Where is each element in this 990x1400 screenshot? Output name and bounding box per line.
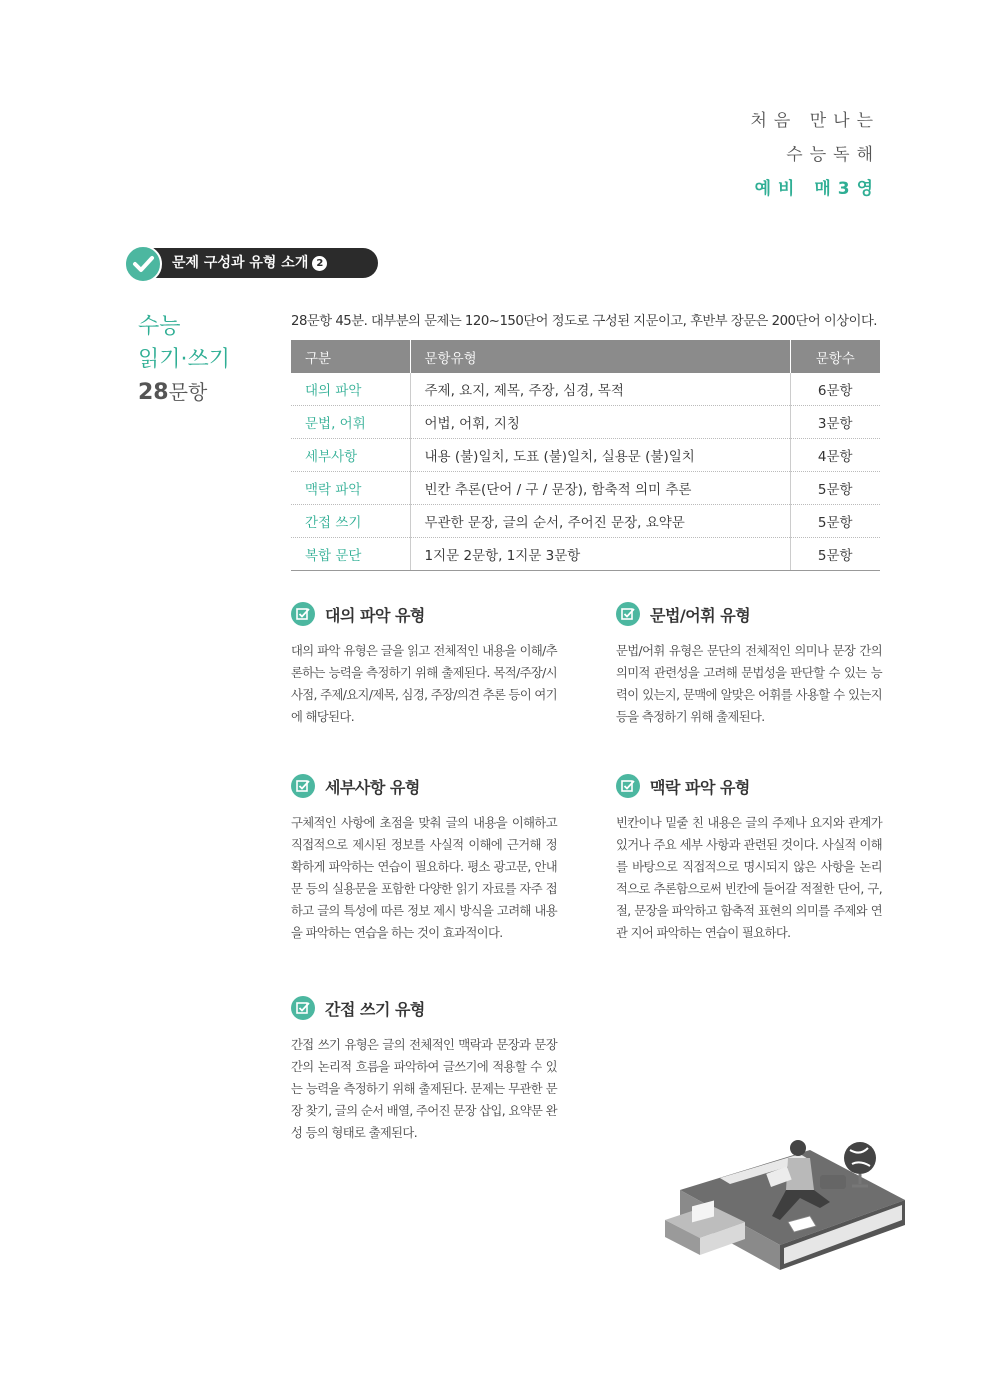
banner-number: 2 [312,256,327,271]
row-count: 5문항 [790,538,880,571]
row-count: 6문항 [790,373,880,406]
type-block-main-idea [291,600,557,728]
row-count: 4문항 [790,439,880,472]
type-block-context [616,772,882,944]
section-banner [124,247,378,279]
row-types: 내용 (불)일치, 도표 (불)일치, 실용문 (불)일치 [410,439,790,472]
checkbox-icon [291,602,315,626]
type-block-grammar-vocab [616,600,882,728]
type-block-indirect-writing [291,994,557,1144]
question-type-table [291,340,880,571]
table-row [291,439,880,472]
row-category: 맥락 파악 [291,472,410,505]
row-category: 간접 쓰기 [291,505,410,538]
series-title [750,104,880,206]
checkbox-icon [291,774,315,798]
block-title: 간접 쓰기 유형 [325,999,425,1019]
row-category: 세부사항 [291,439,410,472]
block-title: 세부사항 유형 [325,777,420,797]
row-count: 5문항 [790,505,880,538]
block-body: 문법/어휘 유형은 문단의 전체적인 의미나 문장 간의 의미적 관련성을 고려해 문법성을 판단할 수 있는 능력이 있는지, 문맥에 알맞은 어휘를 사용할 수 있는지 등을 측정하기 위해 출제된다. [616,644,882,724]
header-types: 문항유형 [410,340,790,373]
block-title: 대의 파악 유형 [325,605,425,625]
row-types: 빈칸 추론(단어 / 구 / 문장), 함축적 의미 추론 [410,472,790,505]
block-body: 빈칸이나 밑줄 친 내용은 글의 주제나 요지와 관계가 있거나 주요 세부 사항과 관련된 것이다. 사실적 이해를 바탕으로 직접적으로 명시되지 않은 사항을 논리적으로 추론함으로써 빈칸에 들어갈 적절한 단어, 구, 절, 문장을 파악하고 함축적 표현의 의미를 주제와 연관 지어 파악하는 연습이 필요하다. [616,816,882,940]
row-types: 어법, 어휘, 지칭 [410,406,790,439]
table-row [291,538,880,571]
row-category: 문법, 어휘 [291,406,410,439]
row-category: 대의 파악 [291,373,410,406]
series-line-2: 수능독해 [786,145,880,165]
series-line-3: 예비 매3영 [754,179,880,199]
block-body: 간접 쓰기 유형은 글의 전체적인 맥락과 문장과 문장 간의 논리적 흐름을 파악하여 글쓰기에 적용할 수 있는 능력을 측정하기 위해 출제된다. 문제는 무관한 문장 찾기, 글의 순서 배열, 주어진 문장 삽입, 요약문 완성 등의 형태로 출제된다. [291,1038,557,1140]
person-reading-on-book-illustration [660,1130,910,1280]
block-title: 문법/어휘 유형 [650,605,751,625]
row-count: 3문항 [790,406,880,439]
series-line-1: 처음 만나는 [750,111,880,131]
question-count: 28문항 [138,380,208,405]
row-category: 복합 문단 [291,538,410,571]
row-types: 무관한 문장, 글의 순서, 주어진 문장, 요약문 [410,505,790,538]
table-row [291,505,880,538]
block-body: 대의 파악 유형은 글을 읽고 전체적인 내용을 이해/추론하는 능력을 측정하기 위해 출제된다. 목적/주장/시사점, 주제/요지/제목, 심경, 주장/의견 추론 등이 여기에 해당된다. [291,644,557,724]
checkbox-icon [616,602,640,626]
table-row [291,373,880,406]
block-body: 구체적인 사항에 초점을 맞춰 글의 내용을 이해하고 직접적으로 제시된 정보를 사실적 이해에 근거해 정확하게 파악하는 연습이 필요하다. 평소 광고문, 안내문 등의 실용문을 포함한 다양한 읽기 자료를 자주 접하고 글의 특성에 따른 정보 제시 방식을 고려해 내용을 파악하는 연습을 하는 것이 효과적이다. [291,816,557,940]
side-title-line-1: 수능 [138,314,181,339]
table-row [291,406,880,439]
row-types: 주제, 요지, 제목, 주장, 심경, 목적 [410,373,790,406]
side-title [138,310,230,409]
table-row [291,472,880,505]
header-category: 구분 [291,340,410,373]
side-title-line-2: 읽기·쓰기 [138,347,231,372]
header-count: 문항수 [790,340,880,373]
row-count: 5문항 [790,472,880,505]
banner-label: 문제 구성과 유형 소개 [172,255,309,271]
summary-text: 28문항 45분. 대부분의 문제는 120~150단어 정도로 구성된 지문이고, 후반부 장문은 200단어 이상이다. [291,314,878,329]
checkbox-icon [616,774,640,798]
row-types: 1지문 2문항, 1지문 3문항 [410,538,790,571]
checkbox-icon [291,996,315,1020]
table-header-row [291,340,880,373]
check-circle-icon [124,245,162,283]
type-block-details [291,772,557,944]
block-title: 맥락 파악 유형 [650,777,750,797]
